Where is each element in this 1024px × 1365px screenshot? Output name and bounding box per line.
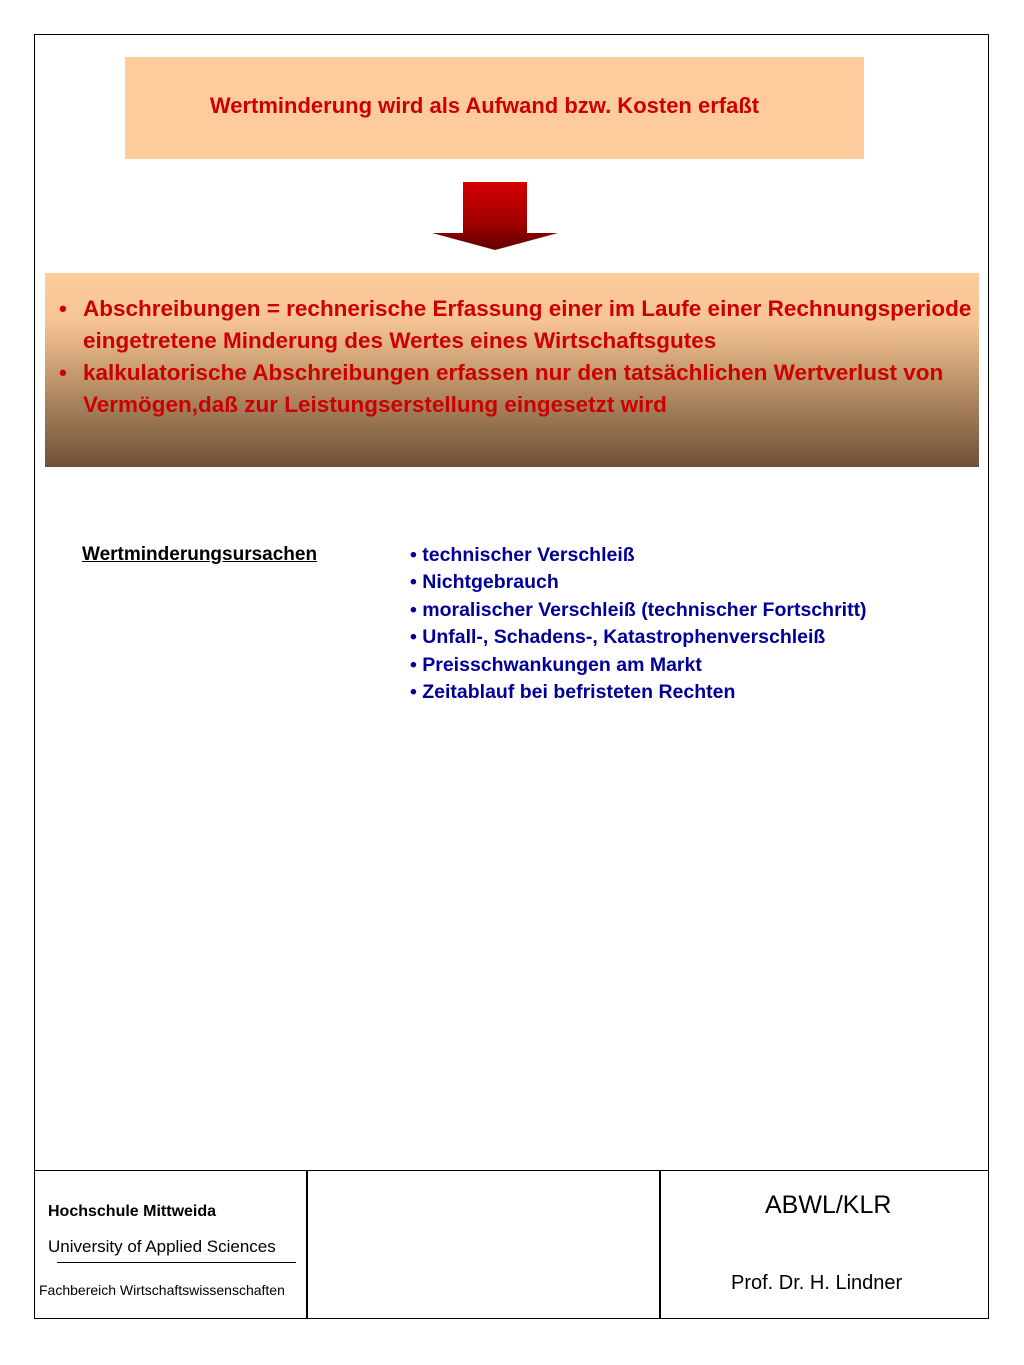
footer-divider — [659, 1171, 661, 1319]
definition-item: • Abschreibungen = rechnerische Erfassung einer im Laufe einer Rechnungsperiode eingetretene Minderung des Wertes eines Wirtschaftsgutes — [59, 293, 975, 357]
cause-item: • Zeitablauf bei befristeten Rechten — [410, 681, 736, 704]
cause-item: • Unfall-, Schadens-, Katastrophenverschleiß — [410, 626, 826, 649]
department-name: Fachbereich Wirtschaftswissenschaften — [39, 1282, 285, 1298]
cause-item: • technischer Verschleiß — [410, 544, 635, 566]
cause-item: • Preisschwankungen am Markt — [410, 653, 702, 676]
causes-label: Wertminderungsursachen — [82, 544, 318, 565]
institution-subtitle: University of Applied Sciences — [48, 1237, 276, 1256]
lecturer-name: Prof. Dr. H. Lindner — [731, 1272, 903, 1294]
header-box — [125, 57, 864, 159]
institution-name: Hochschule Mittweida — [48, 1203, 217, 1220]
header-text: Wertminderung wird als Aufwand bzw. Kosten erfaßt — [209, 93, 760, 118]
institution-rule — [57, 1262, 296, 1263]
definition-item: • kalkulatorische Abschreibungen erfassen nur den tatsächlichen Wertverlust von Vermögen,daß zur Leistungserstellung eingesetzt wird — [59, 357, 975, 421]
course-code: ABWL/KLR — [765, 1191, 892, 1219]
definition-box — [45, 273, 979, 467]
arrow-down-icon — [432, 182, 558, 250]
causes-list — [410, 542, 867, 706]
cause-item: • Nichtgebrauch — [410, 571, 559, 594]
footer-divider — [306, 1171, 308, 1319]
cause-item: • moralischer Verschleiß (technischer Fortschritt) — [410, 598, 867, 621]
